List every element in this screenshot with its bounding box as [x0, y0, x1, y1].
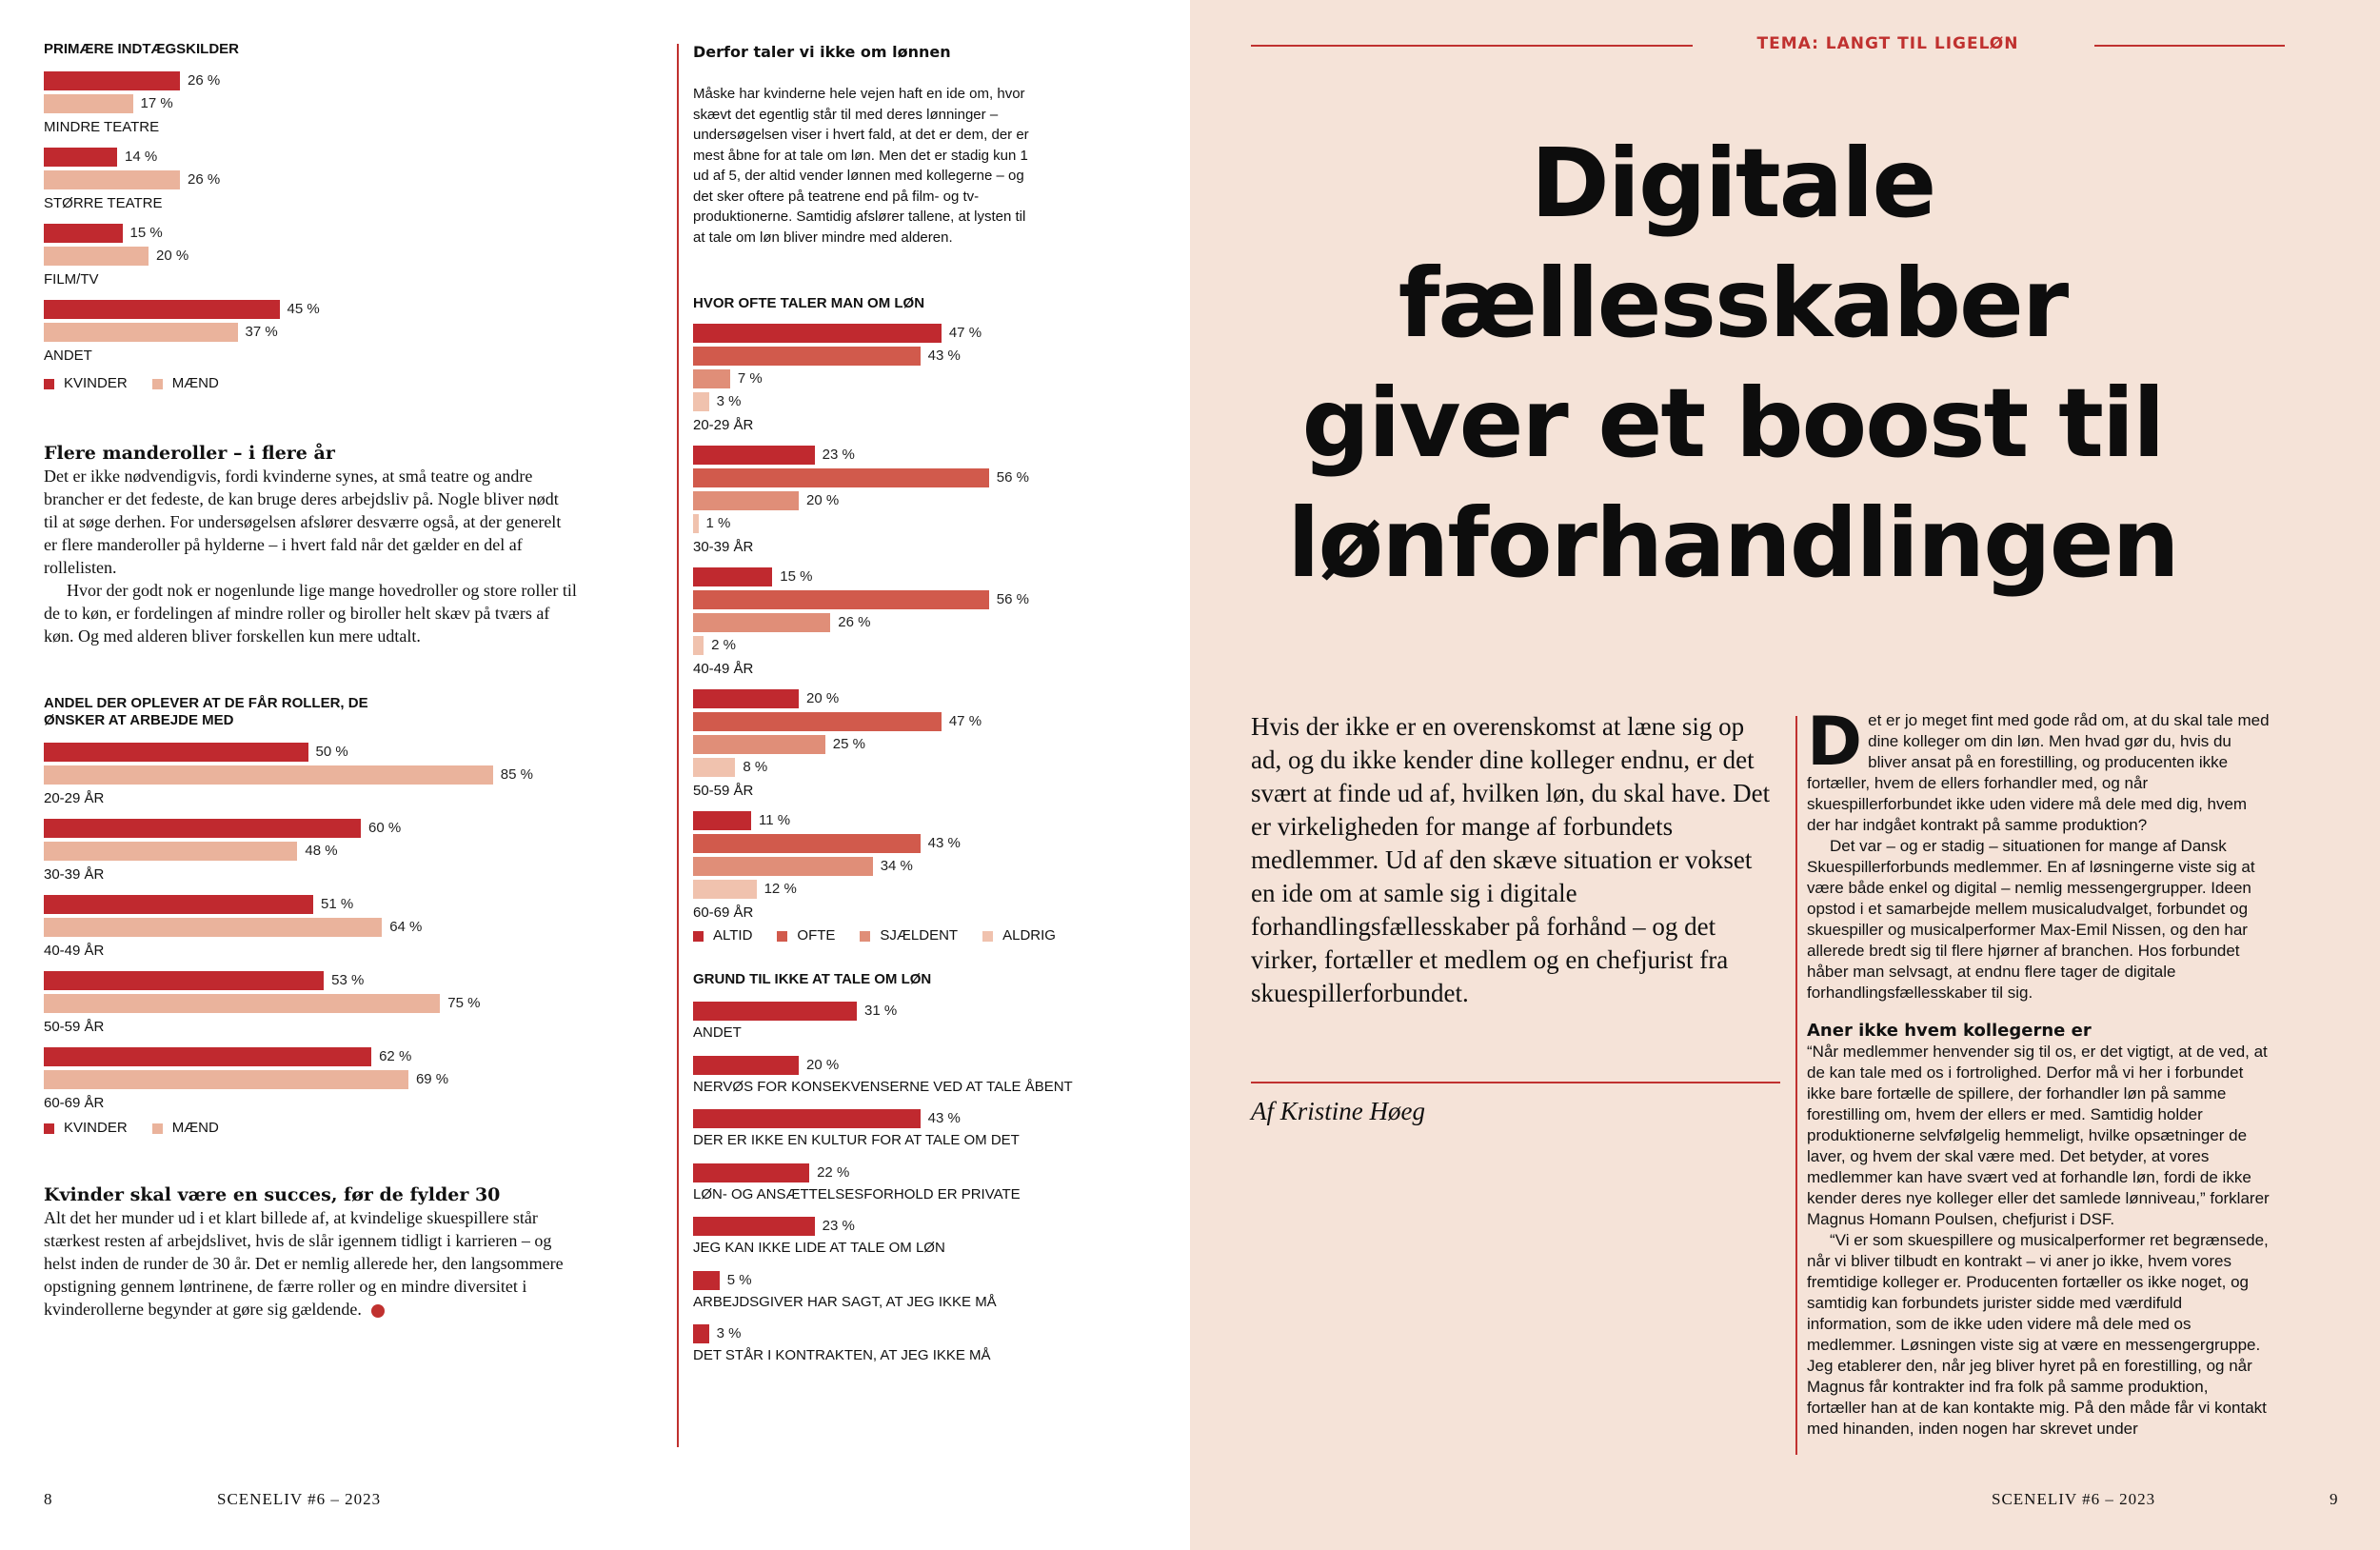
value-label-altid-30-39-år: 23 % [822, 447, 855, 463]
value-label-mænd-50-59-år: 75 % [447, 995, 481, 1011]
bar-mænd-60-69-år [44, 1070, 408, 1089]
category-label-30-39-år: 30-39 ÅR [44, 866, 105, 883]
bar-altid-40-49-år [693, 567, 772, 586]
value-label-kvinder-30-39-år: 60 % [368, 820, 402, 836]
category-label-reason-6: ARBEJDSGIVER HAR SAGT, AT JEG IKKE MÅ [693, 1293, 997, 1310]
category-label-50-59-år: 50-59 ÅR [693, 783, 754, 799]
bar-ofte-40-49-år [693, 590, 989, 609]
kicker-rule-right [2094, 45, 2285, 47]
body-text [1807, 703, 2270, 1440]
value-label-altid-40-49-år: 15 % [780, 568, 813, 585]
bar-kvinder-film-tv [44, 224, 123, 243]
body-para-1-text: et er jo meget fint med gode råd om, at du skal tale med dine kolleger om din løn. Men hvad gør du, hvis du bliver ansat på en forestilling, og producenten ikke fortæller, hvem de ellers forhandler med, og når skuespillerforbundet ikke uden videre må dele med dig, hvem der har indgået kontrakt på samme produktion? [1807, 711, 2270, 834]
bar-ofte-60-69-år [693, 834, 921, 853]
body-para-1 [1807, 703, 2270, 836]
value-label-aldrig-20-29-år: 3 % [716, 393, 742, 409]
legend-swatch-maend [152, 379, 163, 389]
legend-item-sjaeldent [860, 927, 958, 944]
category-label-20-29-år: 20-29 ÅR [44, 790, 105, 806]
drop-cap: D [1807, 703, 1863, 781]
section2-para1 [44, 1206, 577, 1321]
category-label-reason-7: DET STÅR I KONTRAKTEN, AT JEG IKKE MÅ [693, 1347, 991, 1363]
value-label-mænd-film-tv: 20 % [156, 248, 189, 264]
category-label-reason-5: JEG KAN IKKE LIDE AT TALE OM LØN [693, 1240, 945, 1256]
bar-ofte-20-29-år [693, 347, 921, 366]
bar-mænd-50-59-år [44, 994, 440, 1013]
bar-aldrig-40-49-år [693, 636, 704, 655]
bar-aldrig-50-59-år [693, 758, 735, 777]
value-label-altid-50-59-år: 20 % [806, 690, 840, 706]
value-label-aldrig-60-69-år: 12 % [764, 881, 797, 897]
page-number-right: 9 [2330, 1490, 2338, 1508]
chart3-title: HVOR OFTE TALER MAN OM LØN [693, 295, 925, 311]
value-label-sjældent-50-59-år: 25 % [832, 736, 865, 752]
bar-sjældent-60-69-år [693, 857, 873, 876]
legend-label-sjaeldent: SJÆLDENT [880, 927, 959, 944]
category-label-mindre-teatre: MINDRE TEATRE [44, 119, 160, 135]
bar-sjældent-50-59-år [693, 735, 825, 754]
bar-mænd-20-29-år [44, 765, 493, 785]
value-label-sjældent-60-69-år: 34 % [880, 858, 913, 874]
value-label-reason-3: 43 % [927, 1110, 961, 1126]
legend-swatch-sjaeldent [860, 931, 870, 942]
value-label-sjældent-20-29-år: 7 % [737, 370, 763, 387]
value-label-reason-2: 20 % [806, 1056, 840, 1073]
legend-label-maend: MÆND [171, 1120, 219, 1136]
category-label-reason-3: DER ER IKKE EN KULTUR FOR AT TALE OM DET [693, 1132, 1020, 1148]
bar-altid-20-29-år [693, 324, 942, 343]
page-number-left: 8 [44, 1490, 52, 1508]
bar-kvinder-50-59-år [44, 971, 324, 990]
bar-sjældent-40-49-år [693, 613, 830, 632]
bar-aldrig-20-29-år [693, 392, 709, 411]
chart2-title: ANDEL DER OPLEVER AT DE FÅR ROLLER, DE ØNSKER AT ARBEJDE MED [44, 695, 368, 728]
legend-swatch-ofte [777, 931, 787, 942]
bar-kvinder-30-39-år [44, 819, 361, 838]
bar-mænd-40-49-år [44, 918, 382, 937]
bar-sjældent-20-29-år [693, 369, 730, 388]
bar-kvinder-andet [44, 300, 280, 319]
category-label-30-39-år: 30-39 ÅR [693, 539, 754, 555]
value-label-reason-4: 22 % [817, 1163, 850, 1181]
category-label-20-29-år: 20-29 ÅR [693, 417, 754, 433]
category-label-40-49-år: 40-49 ÅR [44, 943, 105, 959]
bar-kvinder-mindre-teatre [44, 71, 180, 90]
value-label-kvinder-større-teatre: 14 % [125, 149, 158, 165]
value-label-reason-6: 5 % [726, 1271, 752, 1288]
legend-item-kvinder [44, 375, 128, 392]
value-label-reason-7: 3 % [716, 1325, 742, 1341]
value-label-kvinder-film-tv: 15 % [129, 225, 163, 241]
headline-line-4: lønforhandlingen [1287, 487, 2178, 599]
section-heading-kvinder-succes: Kvinder skal være en succes, før de fylder 30 [44, 1184, 501, 1205]
legend-swatch-kvinder [44, 1123, 54, 1134]
byline-rule [1251, 1082, 1780, 1083]
value-label-reason-5: 23 % [822, 1218, 855, 1234]
value-label-mænd-større-teatre: 26 % [188, 171, 221, 188]
bar-mænd-30-39-år [44, 842, 297, 861]
footer-left: SCENELIV #6 – 2023 [217, 1490, 382, 1508]
bar-reason-1 [693, 1002, 857, 1021]
sidebar-heading: Derfor taler vi ikke om lønnen [693, 43, 951, 61]
value-label-kvinder-andet: 45 % [287, 301, 320, 317]
bar-mænd-større-teatre [44, 170, 180, 189]
category-label-reason-2: NERVØS FOR KONSEKVENSERNE VED AT TALE ÅBENT [693, 1078, 1073, 1095]
chart2-legend [44, 1120, 244, 1137]
headline-line-1: Digitale [1530, 128, 1935, 239]
bar-reason-5 [693, 1217, 815, 1236]
legend-label-altid: ALTID [713, 927, 753, 944]
chart4-title: GRUND TIL IKKE AT TALE OM LØN [693, 971, 932, 987]
bar-ofte-30-39-år [693, 468, 989, 487]
value-label-kvinder-20-29-år: 50 % [315, 744, 348, 760]
bar-kvinder-20-29-år [44, 743, 308, 762]
value-label-ofte-50-59-år: 47 % [948, 713, 982, 729]
legend-item-altid [693, 927, 752, 944]
legend-swatch-kvinder [44, 379, 54, 389]
section1-para1: Det er ikke nødvendigvis, fordi kvinderne synes, at små teatre og andre brancher er det fedeste, de kan bruge deres arbejdsliv på. Nogle bliver nødt til at søge derhen. For undersøgelsen afslører desværre også, at der generelt er flere manderoller på hylderne – i hvert fald når det gælder en del af rollelisten. [44, 467, 562, 577]
value-label-mænd-mindre-teatre: 17 % [140, 95, 173, 111]
bar-aldrig-60-69-år [693, 880, 757, 899]
bar-mænd-mindre-teatre [44, 94, 133, 113]
bar-reason-4 [693, 1163, 809, 1182]
value-label-mænd-andet: 37 % [245, 324, 278, 340]
value-label-sjældent-30-39-år: 20 % [806, 492, 840, 508]
end-mark-dot [371, 1304, 385, 1318]
bar-reason-6 [693, 1271, 720, 1290]
value-label-mænd-20-29-år: 85 % [500, 766, 533, 783]
value-label-mænd-40-49-år: 64 % [389, 919, 423, 935]
legend-item-aldrig [982, 927, 1056, 944]
body-subhead: Aner ikke hvem kollegerne er [1807, 1021, 2092, 1041]
value-label-ofte-30-39-år: 56 % [996, 469, 1029, 486]
bar-reason-7 [693, 1324, 709, 1343]
category-label-50-59-år: 50-59 ÅR [44, 1019, 105, 1035]
legend-item-kvinder [44, 1120, 128, 1137]
category-label-andet: ANDET [44, 348, 92, 364]
byline: Af Kristine Høeg [1251, 1097, 1425, 1125]
chart1-title: PRIMÆRE INDTÆGSKILDER [44, 41, 240, 57]
bar-aldrig-30-39-år [693, 514, 699, 533]
value-label-altid-60-69-år: 11 % [759, 812, 791, 828]
legend-label-kvinder: KVINDER [64, 1120, 128, 1136]
value-label-kvinder-50-59-år: 53 % [331, 972, 365, 988]
bar-altid-60-69-år [693, 811, 751, 830]
bar-reason-3 [693, 1109, 921, 1128]
headline-line-3: giver et boost til [1301, 368, 2164, 479]
footer-right: SCENELIV #6 – 2023 [1992, 1490, 2156, 1508]
legend-item-ofte [777, 927, 835, 944]
value-label-mænd-60-69-år: 69 % [415, 1071, 449, 1087]
legend-swatch-maend [152, 1123, 163, 1134]
category-label-reason-1: ANDET [693, 1024, 742, 1041]
value-label-ofte-40-49-år: 56 % [996, 591, 1029, 607]
value-label-aldrig-30-39-år: 1 % [705, 515, 731, 531]
section1-para2: Hvor der godt nok er nogenlunde lige mange hovedroller og store roller til de to køn, er fordelingen af mindre roller og biroller helt skæv på tværs af køn. Og med alderen bliver forskellen kun mere udtalt. [44, 581, 577, 646]
legend-item-maend [152, 375, 219, 392]
body-column-rule [1795, 716, 1797, 1455]
bar-kvinder-større-teatre [44, 148, 117, 167]
lead-paragraph: Hvis der ikke er en overenskomst at læne sig op ad, og du ikke kender dine kolleger endnu, er det svært at finde ud af, hvilken løn, du skal have. Det er virkeligheden for mange af forbundets medlemmer. Ud af den skæve situation er vokset en ide om at samle sig i digitale forhandlingsfællesskaber på forhånd – og det virker, fortæller et medlem og en chefjurist fra skuespillerforbundet. [1251, 712, 1771, 1007]
bar-ofte-50-59-år [693, 712, 942, 731]
legend-label-kvinder: KVINDER [64, 375, 128, 391]
value-label-kvinder-40-49-år: 51 % [321, 896, 354, 912]
body-para-2: Det var – og er stadig – situationen for mange af Dansk Skuespillerforbunds medlemmer. En af løsningerne viste sig at være både enkel og digital – nemlig messengergrupper. Ideen opstod i et samarbejde mellem musicaludvalget, forbundet og skuespiller og musicalperformer Max-Emil Nissen, og den har allerede bredt sig til flere hjørner af branchen. Hos forbundet håber man selvsagt, at endnu flere tager de digitale forhandlingsfællesskaber til sig. [1807, 837, 2255, 1002]
category-label-40-49-år: 40-49 ÅR [693, 661, 754, 677]
headline [1190, 124, 2275, 604]
value-label-reason-1: 31 % [864, 1003, 898, 1019]
kicker: TEMA: LANGT TIL LIGELØN [1693, 34, 2083, 53]
column-divider [677, 44, 679, 1447]
legend-item-maend [152, 1120, 219, 1137]
bar-reason-2 [693, 1056, 799, 1075]
body-para-3: “Når medlemmer henvender sig til os, er det vigtigt, at de ved, at de kan tale med os i fortrolighed. Derfor må vi her i forbundet ikke bare fortælle de spillere, der forhandler løn på samme forestilling om, hvem der ellers er med. Samtidig holder produktionerne selvfølgelig hemmeligt, hvilke opsætninger de laver, og hvem der skal være med. Det betyder, at vores medlemmer kan have svært ved at forhandle løn, fordi de ikke kender deres nye kolleger eller det samlede lønniveau,” forklarer Magnus Homann Poulsen, chefjurist i DSF. [1807, 1043, 2270, 1228]
value-label-ofte-20-29-år: 43 % [927, 348, 961, 364]
category-label-60-69-år: 60-69 ÅR [693, 904, 754, 921]
category-label-større-teatre: STØRRE TEATRE [44, 195, 163, 211]
legend-label-ofte: OFTE [797, 927, 836, 944]
legend-swatch-altid [693, 931, 704, 942]
value-label-ofte-60-69-år: 43 % [927, 835, 961, 851]
bar-mænd-film-tv [44, 247, 149, 266]
bar-sjældent-30-39-år [693, 491, 799, 510]
bar-altid-30-39-år [693, 446, 815, 465]
chart3-legend [693, 927, 1081, 944]
value-label-altid-20-29-år: 47 % [948, 325, 982, 341]
bar-kvinder-60-69-år [44, 1047, 371, 1066]
value-label-kvinder-60-69-år: 62 % [379, 1048, 412, 1064]
bar-kvinder-40-49-år [44, 895, 313, 914]
legend-label-maend: MÆND [171, 375, 219, 391]
section-heading-flere-manderoller: Flere manderoller – i flere år [44, 443, 335, 464]
legend-label-aldrig: ALDRIG [1002, 927, 1056, 944]
value-label-aldrig-50-59-år: 8 % [743, 759, 768, 775]
value-label-sjældent-40-49-år: 26 % [838, 614, 871, 630]
category-label-60-69-år: 60-69 ÅR [44, 1095, 105, 1111]
right-page [1190, 0, 2380, 1550]
sidebar-para: Måske har kvinderne hele vejen haft en ide om, hvor skævt det egentlig står til med deres lønninger – undersøgelsen viser i hvert fald, at det er dem, der er mest åbne for at tale om løn. Men det er stadig kun 1 ud af 5, der altid vender lønnen med kollegerne – og det sker oftere på teatrene end på film- og tv-produktionerne. Samtidig afslører tallene, at lysten til at tale om løn bliver mindre med alderen. [693, 86, 1029, 246]
section2-para1-text: Alt det her munder ud i et klart billede af, at kvindelige skuespillere står stærkest resten af arbejdslivet, hvis de slår igennem tidligt i karrieren – og helst inden de runder de 30 år. Det er nemlig allerede her, den langsommere opstigning gennem løntrinene, de færre roller og en mindre diversitet i kvinderollerne begynder at gøre sig gældende. [44, 1208, 564, 1319]
category-label-film-tv: FILM/TV [44, 271, 99, 288]
value-label-kvinder-mindre-teatre: 26 % [188, 72, 221, 89]
value-label-mænd-30-39-år: 48 % [305, 843, 338, 859]
legend-swatch-aldrig [982, 931, 993, 942]
chart1-legend [44, 375, 244, 392]
bar-altid-50-59-år [693, 689, 799, 708]
headline-line-2: fællesskaber [1398, 248, 2068, 359]
body-para-4: “Vi er som skuespillere og musicalperformer ret begrænsede, når vi bliver tilbudt en kontrakt – vi aner jo ikke, hvem vores fremtidige kolleger er. Producenten fortæller os ikke noget, og samtidig kan forbundets jurister sidde med værdifuld information, som de ikke uden videre må dele med os medlemmer. Løsningen viste sig at være en messengergruppe. Jeg etablerer den, når jeg bliver hyret på en forestilling, og når Magnus får kontrakter ind fra folk på samme produktion, fortæller han at de kan kontakte mig. På den måde får vi kontakt med hinanden, inden nogen har skrevet under [1807, 1231, 2269, 1438]
value-label-aldrig-40-49-år: 2 % [711, 637, 736, 653]
category-label-reason-4: LØN- OG ANSÆTTELSESFORHOLD ER PRIVATE [693, 1185, 1021, 1202]
bar-mænd-andet [44, 323, 238, 342]
